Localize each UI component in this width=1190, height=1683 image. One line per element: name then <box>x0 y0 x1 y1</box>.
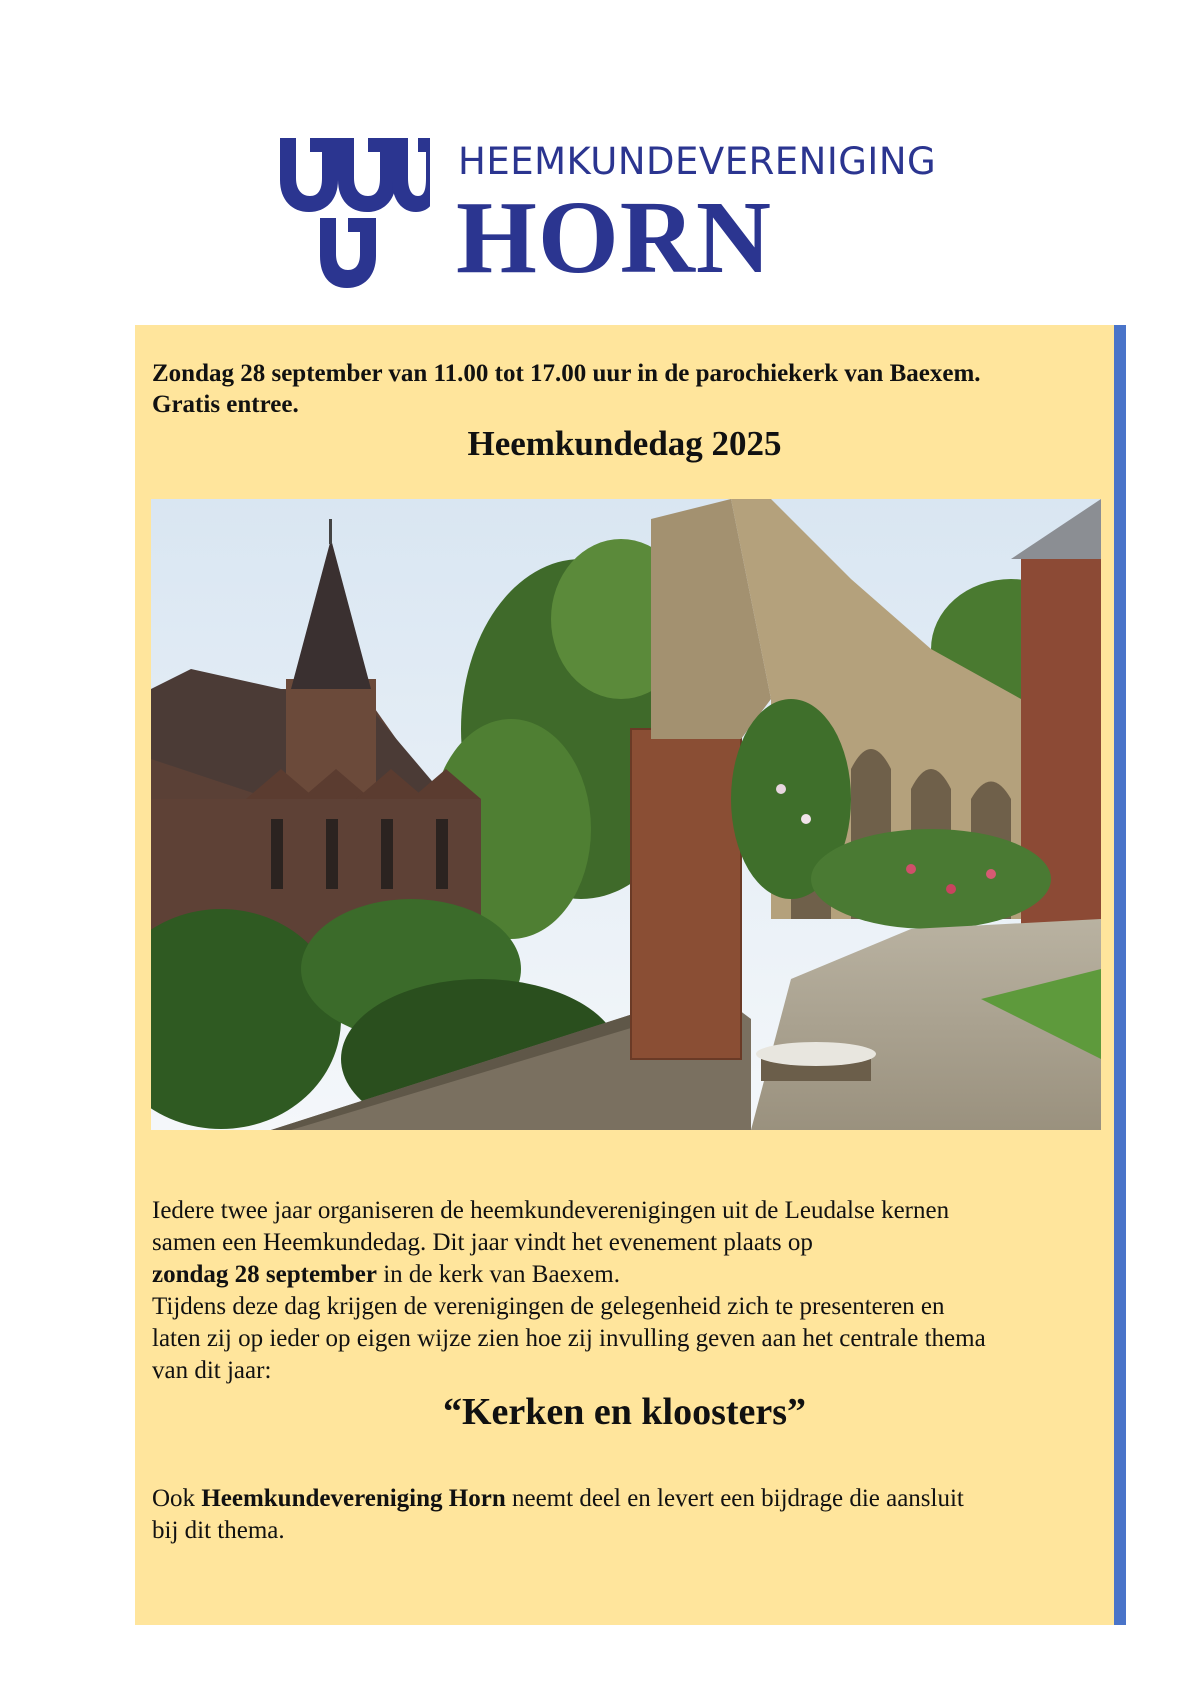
closing-line: bij dit thema. <box>152 1517 285 1544</box>
event-headline <box>152 358 1102 420</box>
body-line: van dit jaar: <box>152 1357 272 1384</box>
closing-line <box>152 1483 1102 1515</box>
body-line <box>152 1259 1102 1291</box>
body-line: samen een Heemkundedag. Dit jaar vindt het evenement plaats op <box>152 1229 813 1256</box>
closing-text <box>152 1483 1102 1547</box>
association-name: Heemkundevereniging Horn <box>201 1485 506 1512</box>
logo-title: HORN <box>456 180 772 295</box>
body-line: laten zij op ieder op eigen wijze zien hoe zij invulling geven aan het centrale thema <box>152 1325 986 1352</box>
admission-line: Gratis entree. <box>152 391 299 418</box>
logo-subtitle: HEEMKUNDEVERENIGING <box>458 140 937 183</box>
event-date-bold: zondag 28 september <box>152 1261 377 1288</box>
horn-shield-logo-icon <box>280 138 430 288</box>
closing-rest: neemt deel en levert een bijdrage die aansluit <box>505 1485 964 1512</box>
panel-right-border <box>1114 325 1126 1625</box>
body-line-rest: in de kerk van Baexem. <box>376 1261 620 1288</box>
church-and-ruins-photo <box>151 499 1101 1130</box>
body-line: Tijdens deze dag krijgen de verenigingen de gelegenheid zich te presenteren en <box>152 1293 945 1320</box>
logo <box>280 138 937 295</box>
body-text <box>152 1195 1102 1387</box>
body-line: Iedere twee jaar organiseren de heemkundeverenigingen uit de Leudalse kernen <box>152 1197 950 1224</box>
page-title: Heemkundedag 2025 <box>467 424 782 463</box>
closing-prefix: Ook <box>152 1485 202 1512</box>
event-date-line: Zondag 28 september van 11.00 tot 17.00 uur in de parochiekerk van Baexem. <box>152 360 981 387</box>
theme-title: “Kerken en kloosters” <box>442 1391 807 1433</box>
